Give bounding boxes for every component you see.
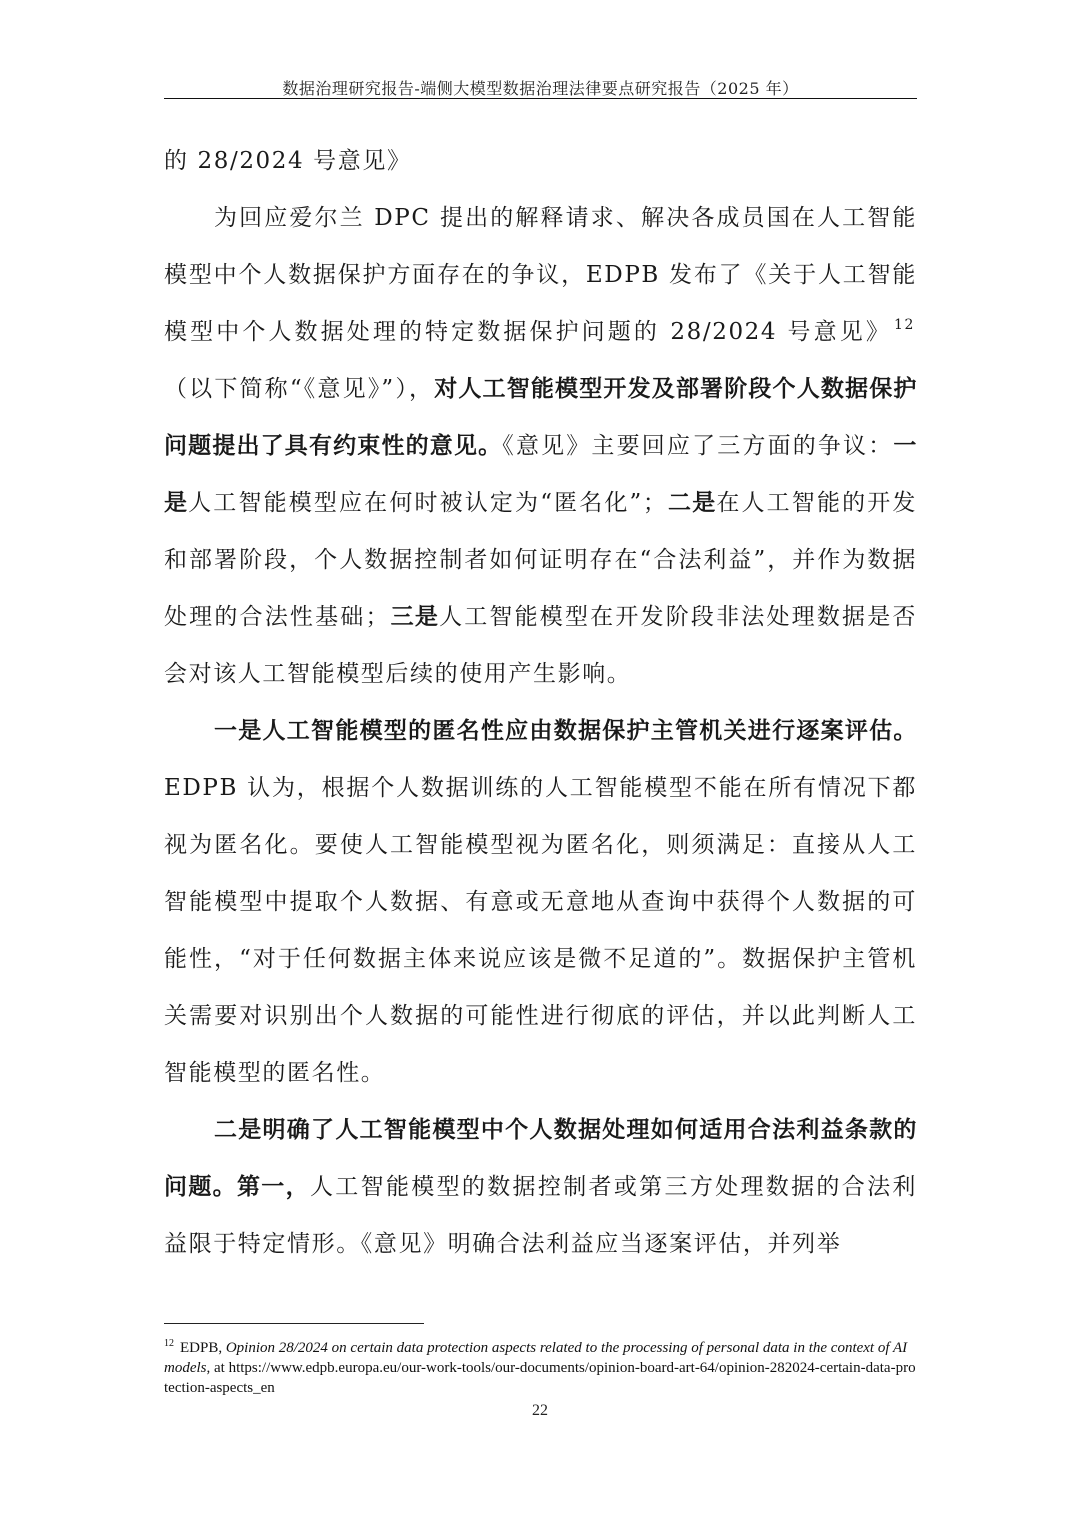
header-rule	[164, 98, 917, 99]
text: EDPB 认为，根据个人数据训练的人工智能模型不能在所有情况下都视为匿名化。要使人工智能模型视为匿名化，则须满足：直接从人工智能模型中提取个人数据、有意或无意地从查询中获得个人数据的可能性，“对于任何数据主体来说应该是微不足道的”。数据保护主管机关需要对识别出个人数据的可能性进行彻底的评估，并以此判断人工智能模型的匿名性。	[164, 775, 917, 1086]
text: 《意见》主要回应了三方面的争议：	[502, 433, 894, 459]
footnote-link[interactable]: , at https://www.edpb.europa.eu/our-work-tools/our-documents/opinion-board-art-64/opinion-282024-certain-data-protection-aspects_en	[164, 1360, 916, 1396]
footnote-lead: EDPB,	[180, 1340, 226, 1356]
bold-text: 二是	[667, 490, 717, 516]
bold-text: 第一，	[236, 1174, 310, 1200]
paragraph-anonymity	[164, 703, 917, 1102]
footnote-rule	[164, 1323, 424, 1324]
footnote-ref[interactable]: 12	[893, 317, 915, 333]
text: 人工智能模型应在何时被认定为“匿名化”；	[188, 490, 668, 516]
text: 为回应爱尔兰 DPC 提出的解释请求、解决各成员国在人工智能模型中个人数据保护方面存在的争议，EDPB 发布了《关于人工智能模型中个人数据处理的特定数据保护问题的 28/2024 号意见》	[164, 205, 917, 345]
paragraph-continuation	[164, 133, 917, 190]
footnote	[164, 1338, 917, 1398]
page-number: 22	[532, 1402, 548, 1419]
text: 人工智能模型在开发阶段非法处理数据是否会对该人工智能模型后续的使用产生影响。	[164, 604, 918, 687]
text: 人工智能模型的数据控制者或第三方处理数据的合法利益限于特定情形。《意见》明确合法利益应当逐案评估，并列举	[164, 1174, 917, 1257]
text: 在人工智能的开发和部署阶段，个人数据控制者如何证明存在“合法利益”，并作为数据处理的合法性基础；	[164, 490, 917, 630]
text: （以下简称“《意见》”），	[164, 376, 435, 402]
bold-text: 对人工智能模型开发及部署阶段个人数据保护问题提出了具有约束性的意见。	[164, 376, 917, 459]
bold-text: 一是	[164, 433, 917, 516]
bold-lead: 二是明确了人工智能模型中个人数据处理如何适用合法利益条款的问题。	[164, 1117, 917, 1200]
footnote-title: Opinion 28/2024 on certain data protection aspects related to the processing of personal data in the context of AI models	[164, 1340, 908, 1376]
bold-text: 三是	[390, 604, 440, 630]
paragraph-legitimate-interest	[164, 1102, 917, 1273]
paragraph-edpb-opinion	[164, 190, 917, 703]
continuation-text: 的 28/2024 号意见》	[164, 148, 412, 174]
bold-lead: 一是人工智能模型的匿名性应由数据保护主管机关进行逐案评估。	[214, 718, 917, 744]
body-text	[164, 133, 917, 1273]
footnote-number: 12	[164, 1338, 174, 1349]
running-header: 数据治理研究报告-端侧大模型数据治理法律要点研究报告（2025 年）	[282, 79, 799, 98]
